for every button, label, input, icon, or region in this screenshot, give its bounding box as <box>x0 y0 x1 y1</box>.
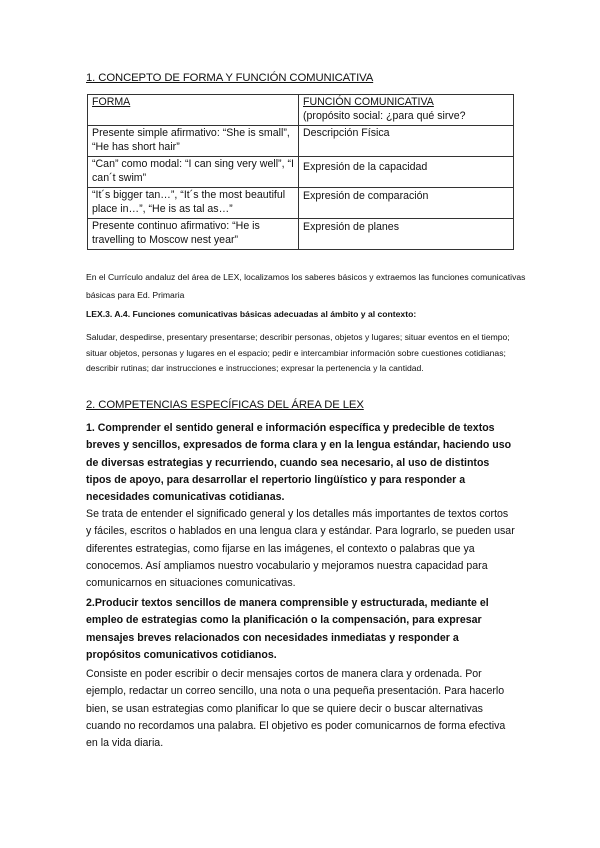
table-cell-funcion: Expresión de planes <box>299 219 514 250</box>
table-cell-forma: “It´s bigger tan…”, “It´s the most beautiful place in…”, “He is as tal as…” <box>88 188 299 219</box>
table-row <box>88 219 514 250</box>
competence-2-text: Consiste en poder escribir o decir mensajes cortos de manera clara y ordenada. Por ejemplo, redactar un correo sencillo, una nota o una pequeña presentación. Para hacerlo bien, se usan estrategias como planificar lo que se quiere decir o buscar alternativas cuando no recordamos una palabra. El objetivo es poder comunicarnos de forma efectiva en la vida diaria. <box>86 668 506 750</box>
table-row <box>88 126 514 157</box>
competence-1-heading: 1. Comprender el sentido general e información específica y predecible de textos breves y sencillos, expresados de forma clara y en la lengua estándar, haciendo uso de diversas estrategias y recurriendo, cuando sea necesario, al uso de distintos tipos de apoyo, para desarrollar el repertorio lingüístico y para responder a necesidades comunicativas cotidianas. <box>86 422 512 504</box>
header-funcion: FUNCIÓN COMUNICATIVA <box>303 96 434 108</box>
competence-2-heading: 2.Producir textos sencillos de manera comprensible y estructurada, mediante el empleo de estrategias como la planificación o la compensación, para expresar mensajes breves relacionados con necesidades inmediatas y responder a propósitos comunicativos cotidianos. <box>86 597 489 661</box>
table-cell-funcion: Expresión de la capacidad <box>299 157 514 188</box>
table-header-row <box>88 95 514 126</box>
lex-heading: LEX.3. A.4. Funciones comunicativas básicas adecuadas al ámbito y al contexto: <box>86 309 417 319</box>
table-cell-funcion: Expresión de comparación <box>299 188 514 219</box>
header-forma: FORMA <box>92 96 131 108</box>
table-cell-forma: Presente simple afirmativo: “She is small”, “He has short hair” <box>88 126 299 157</box>
header-forma-cell <box>88 95 299 126</box>
header-funcion-cell <box>299 95 514 126</box>
table-cell-forma: “Can” como modal: “I can sing very well”, “I can´t swim” <box>88 157 299 188</box>
forma-funcion-table <box>87 94 514 250</box>
table-row <box>88 157 514 188</box>
section-2-title: 2. COMPETENCIAS ESPECÍFICAS DEL ÁREA DE LEX <box>86 399 364 411</box>
competence-1-text: Se trata de entender el significado general y los detalles más importantes de textos cortos y fáciles, escritos o hablados en una lengua clara y estándar. Para lograrlo, se pueden usar diferentes estrategias, como fijarse en las imágenes, el contexto o palabras que ya conocemos. Así ampliamos nuestro vocabulario y mejoramos nuestra capacidad para comunicarnos en situaciones comunicativas. <box>86 508 515 590</box>
table-cell-forma: Presente continuo afirmativo: “He is travelling to Moscow nest year” <box>88 219 299 250</box>
section-1-title: 1. CONCEPTO DE FORMA Y FUNCIÓN COMUNICATIVA <box>86 72 374 84</box>
lex-functions-paragraph: Saludar, despedirse, presentary presentarse; describir personas, objetos y lugares; situar eventos en el tiempo; situar objetos, personas y lugares en el espacio; pedir e intercambiar información sobre cuestiones cotidianas; describir rutinas; dar instrucciones e instrucciones; expresar la pertenencia y la cantidad. <box>86 332 510 374</box>
table-cell-funcion: Descripción Física <box>299 126 514 157</box>
intro-paragraph: En el Currículo andaluz del área de LEX, localizamos los saberes básicos y extraemos las funciones comunicativas básicas para Ed. Primaria <box>86 272 526 300</box>
header-funcion-sub: (propósito social: ¿para qué sirve? <box>303 109 466 122</box>
table-row <box>88 188 514 219</box>
